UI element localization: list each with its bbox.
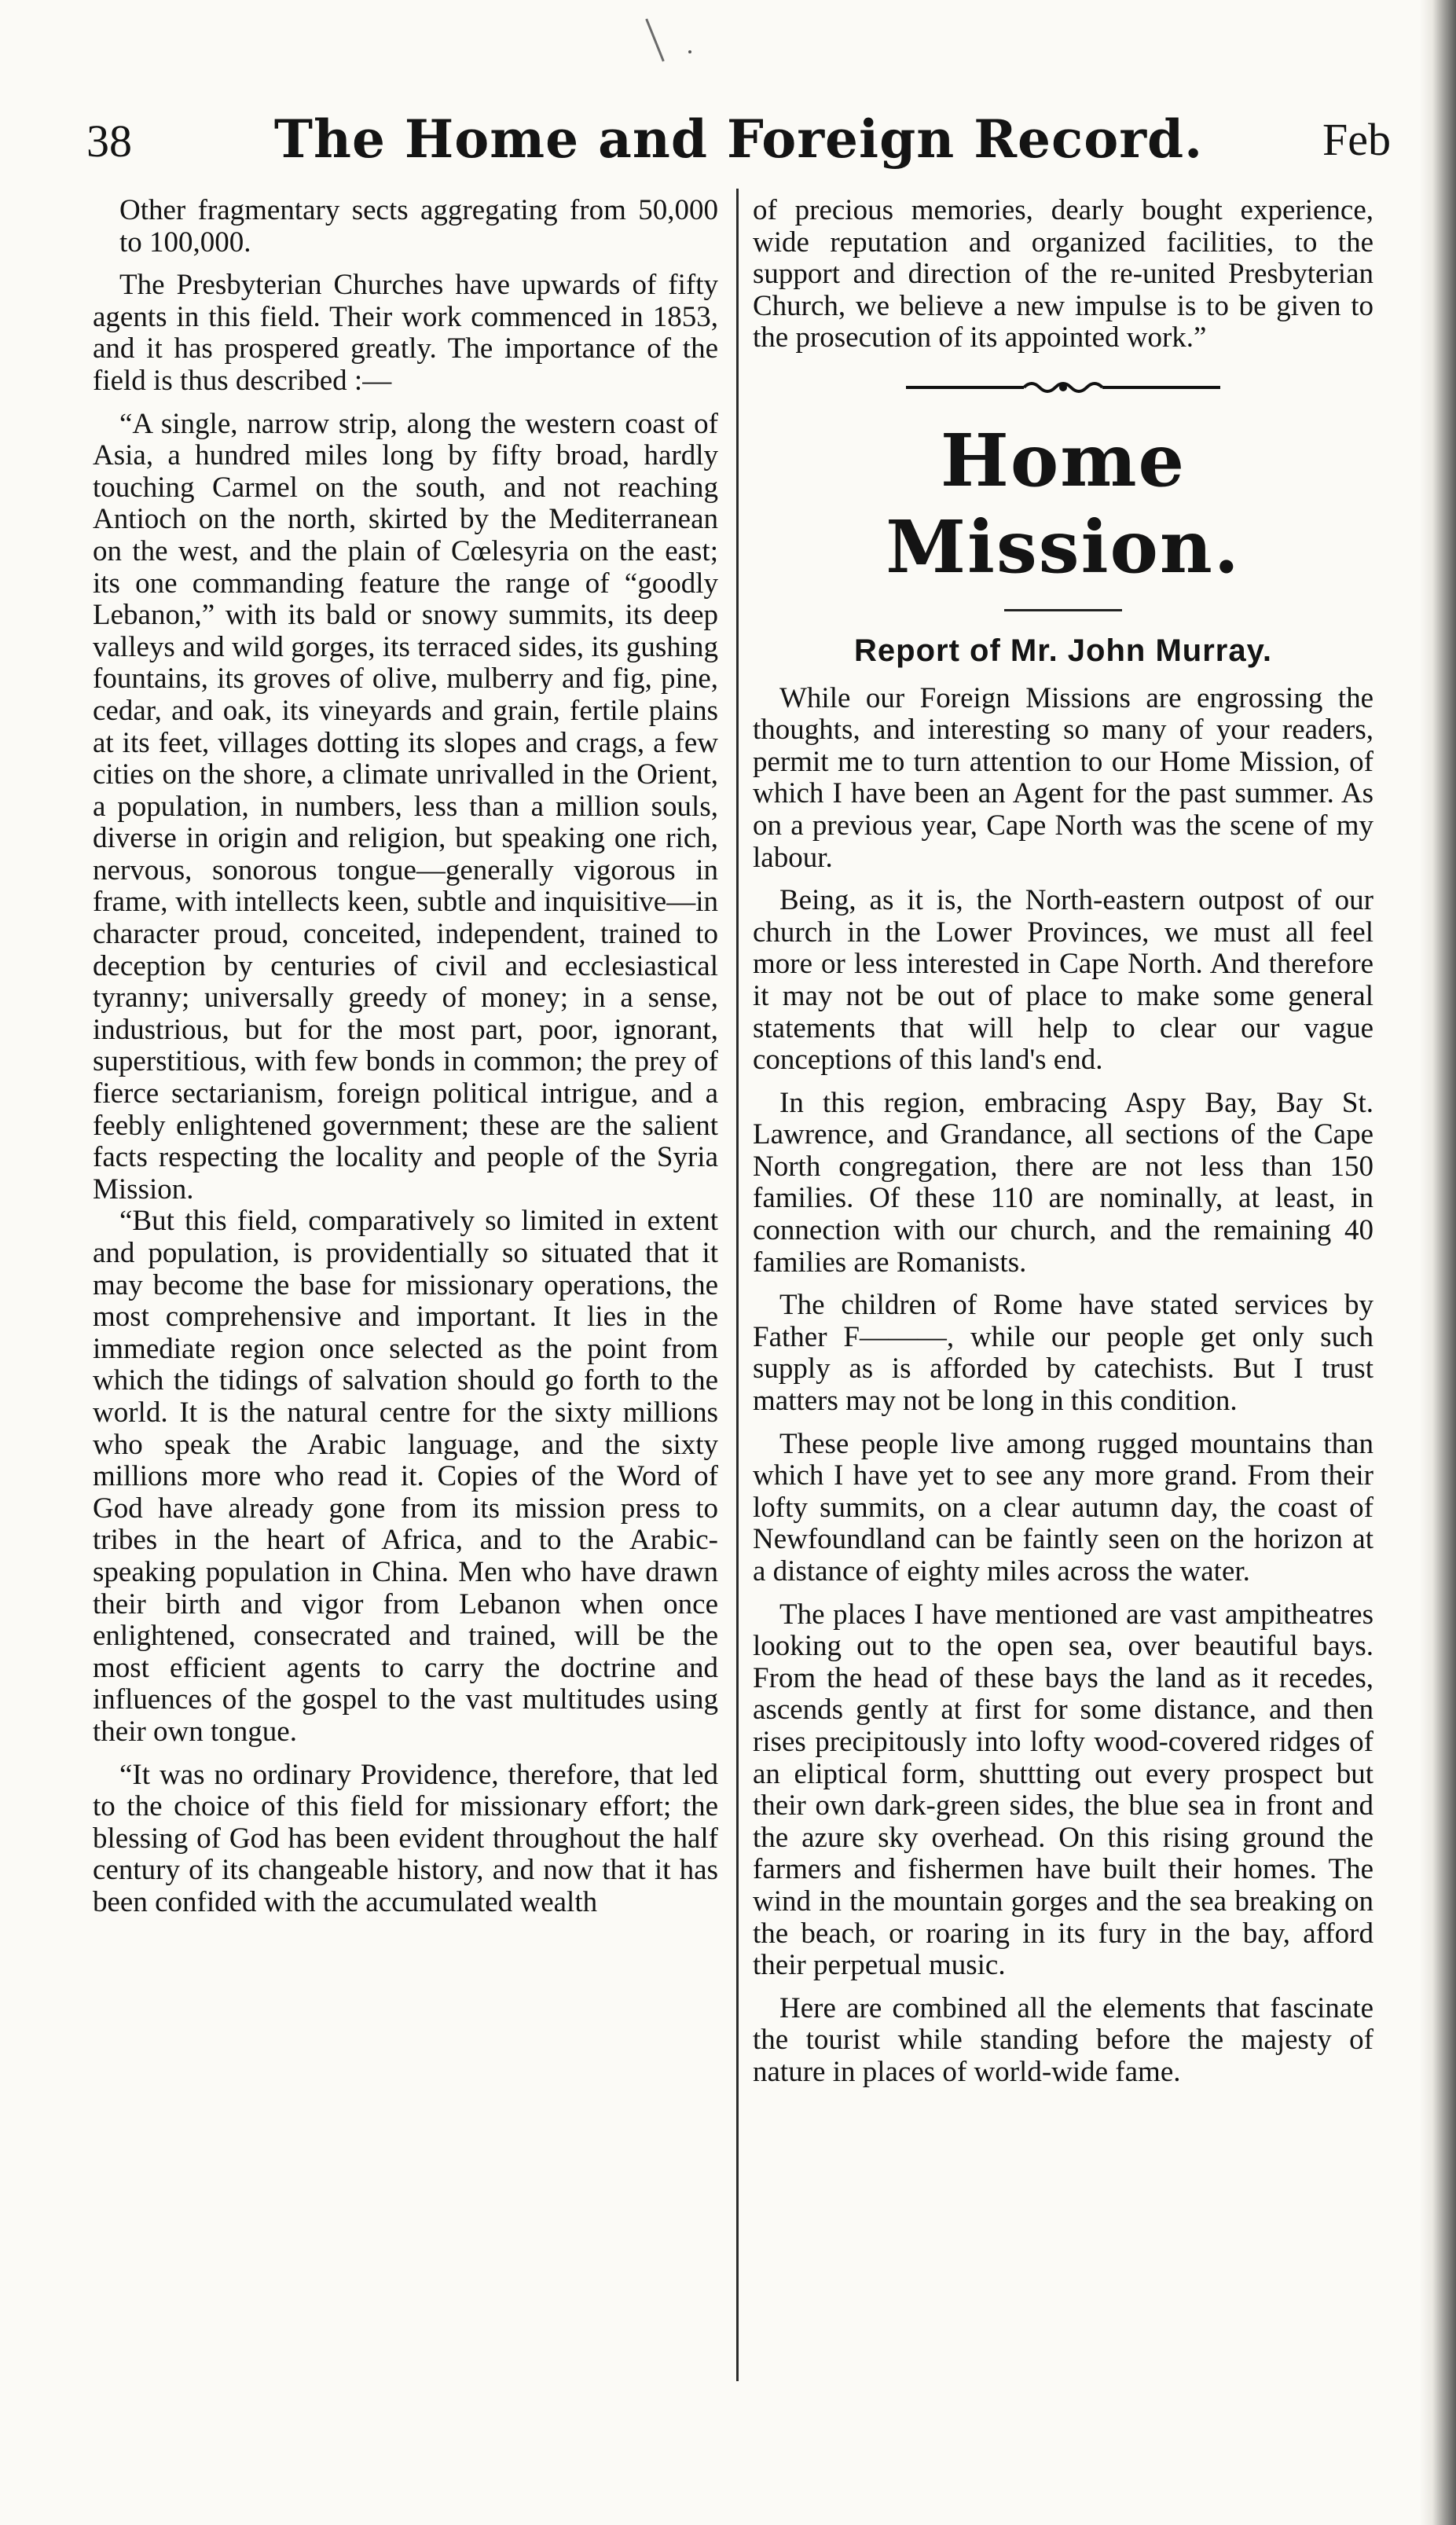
running-title: The Home and Foreign Record. [273,108,1204,170]
running-header [86,108,1391,179]
ink-speck-dot [688,50,691,53]
section-heading: Home Mission. [886,417,1241,589]
paragraph: While our Foreign Missions are engrossing the thoughts, and interesting so many of your readers, permit me to turn attention to our Home Mission, of which I have been an Agent for the past summer. As on a previous year, Cape North was the scene of my labour. [753,681,1373,874]
ink-speck [645,19,665,62]
continued-paragraph: of precious memories, dearly bought experience, wide reputation and organized facilities, to the support and direction of the re-united Presbyterian Church, we believe a new impulse is to be given to the prosecution of its appointed work.” [753,194,1373,354]
paragraph: These people live among rugged mountains than which I have yet to see any more grand. From their lofty summits, on a clear autumn day, the coast of Newfoundland can be faintly seen on the horizon at a distance of eighty miles across the water. [753,1427,1373,1587]
page-edge-shadow [1420,0,1456,2525]
report-title: Report of Mr. John Murray. [854,633,1272,668]
paragraph: Other fragmentary sects aggregating from 50,000 to 100,000. [119,194,718,259]
paragraph: The children of Rome have stated services by Father F———, while our people get only such supply as is afforded by catechists. But I trust matters may not be long in this condition. [753,1289,1373,1418]
page-number: 38 [86,116,132,167]
left-column [93,195,718,1918]
right-column [753,195,1373,2089]
heading-underline [1004,609,1122,611]
running-month: Feb [1322,114,1391,165]
paragraph: In this region, embracing Aspy Bay, Bay St. Lawrence, and Grandance, all sections of the Cape North congregation, there are not less than 150 families. Of these 110 are nominally, at least, in connection with our church, and the remaining 40 families are Romanists. [753,1086,1373,1279]
paragraph: Here are combined all the elements that fascinate the tourist while standing before the majesty of nature in places of world-wide fame. [753,1991,1373,2088]
paragraph: The Presbyterian Churches have upwards of fifty agents in this field. Their work commenced in 1853, and it has prospered greatly. The importance of the field is thus described :— [93,269,718,397]
paragraph: “It was no ordinary Providence, therefore, that led to the choice of this field for missionary effort; the blessing of God has been evident throughout the half century of its changeable history, and now that it has been confided with the accumulated wealth [93,1758,718,1918]
paragraph: “But this field, comparatively so limited in extent and population, is providentially so situated that it may become the base for missionary operations, the most comprehensive and important. It lies in the immediate region once selected as the point from which the tidings of salvation should go forth to the world. It is the natural centre for the sixty millions who speak the Arabic language, and the sixty millions more who read it. Copies of the Word of God have already gone from its mission press to tribes in the heart of Africa, and to the Arabic-speaking population in China. Men who have drawn their birth and vigor from Lebanon when once enlightened, consecrated and trained, will be the most efficient agents to carry the doctrine and influences of the gospel to the vast multitudes using their own tongue. [93,1205,718,1748]
paragraph: Being, as it is, the North-eastern outpost of our church in the Lower Provinces, we must all feel more or less interested in Cape North. And therefore it may not be out of place to make some general statements that will help to clear our vague conceptions of this land's end. [753,884,1373,1077]
paragraph: The places I have mentioned are vast ampitheatres looking out to the open sea, over beautiful bays. From the head of these bays the land as it recedes, ascends gently at first for some distance, and then rises precipitously into lofty wood-covered ridges of an eliptical form, shuttting out every prospect but their own dark-green sides, the blue sea in front and the azure sky overhead. On this rising ground the farmers and fishermen have built their homes. The wind in the mountain gorges and the sea breaking on the beach, or roaring in its fury in the bay, afford their perpetual music. [753,1598,1373,1982]
paragraph: “A single, narrow strip, along the western coast of Asia, a hundred miles long by fifty broad, hardly touching Carmel on the south, and not reaching Antioch on the north, skirted by the Mediterranean on the west, and the plain of Cœlesyria on the east; its one commanding feature the range of “goodly Lebanon,” with its bald or snowy summits, its deep valleys and wild gorges, its terraced sides, its gushing fountains, its groves of olive, mulberry and fig, pine, cedar, and oak, its vineyards and grain, fertile plains at its feet, villages dotting its slopes and crags, a few cities on the shore, a climate unrivalled in the Orient, a population, in numbers, less than a million souls, diverse in origin and religion, but speaking one rich, nervous, sonorous tongue—generally vigorous in frame, with intellects keen, subtle and inquisitive—in character proud, conceited, independent, trained to deception by centuries of civil and ecclesiastical tyranny; universally greedy of money; in a sense, industrious, but for the most part, poor, ignorant, superstitious, with few bonds in common; the prey of fierce sectarianism, foreign political intrigue, and a feebly enlightened government; these are the salient facts respecting the locality and people of the Syria Mission. [93,407,718,1206]
column-divider [736,189,739,2381]
ornamental-divider [753,380,1373,395]
